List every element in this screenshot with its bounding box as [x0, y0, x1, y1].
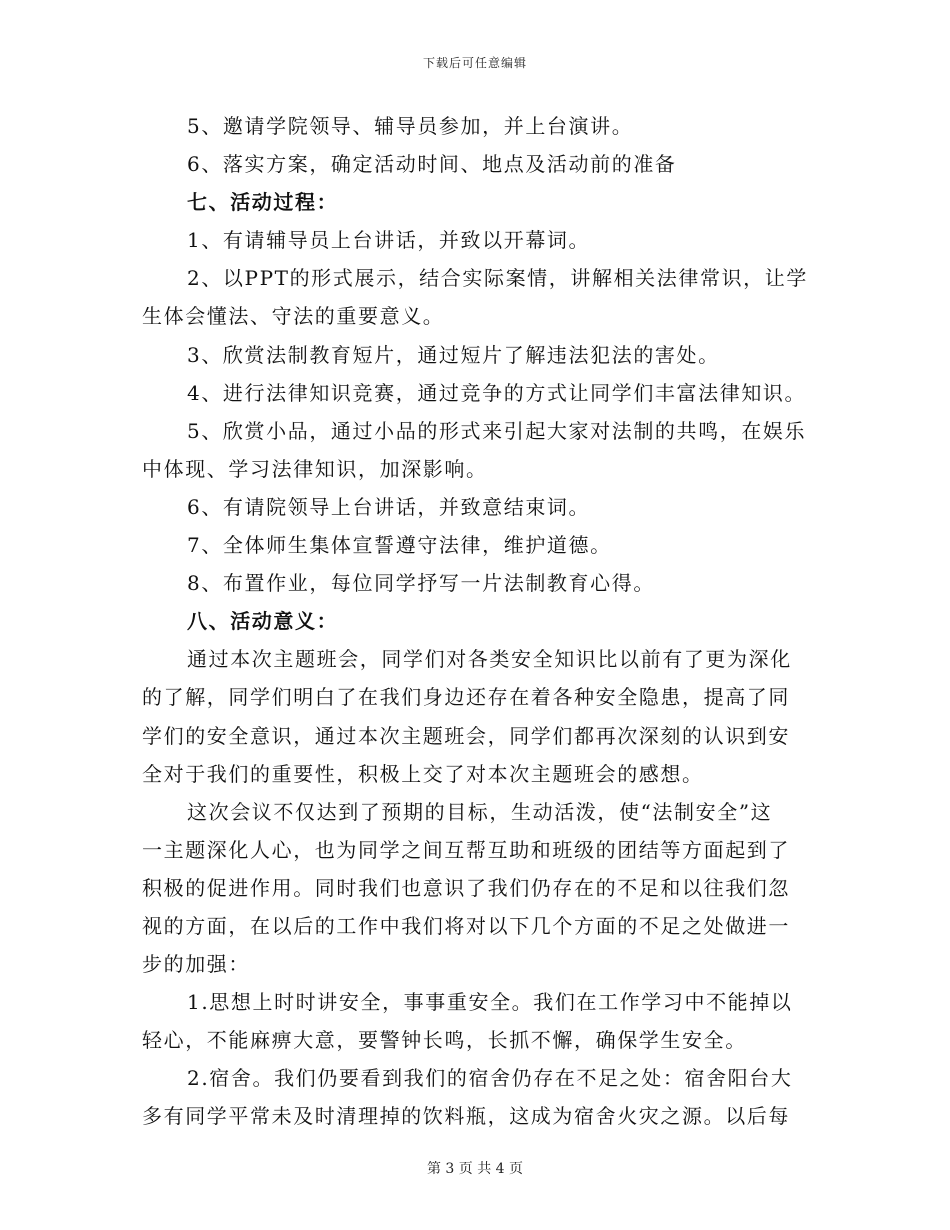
text-line: 6、有请院领导上台讲话，并致意结束词。 — [187, 494, 591, 519]
text-line: 视的方面，在以后的工作中我们将对以下几个方面的不足之处做进一 — [142, 913, 790, 938]
text-line: 这次会议不仅达到了预期的目标，生动活泼，使“法制安全”这 — [187, 799, 773, 824]
text-line: 学们的安全意识，通过本次主题班会，同学们都再次深刻的认识到安 — [142, 723, 790, 748]
text-line: 2.宿舍。我们仍要看到我们的宿舍仍存在不足之处：宿舍阳台大 — [187, 1066, 793, 1091]
text-line: 4、进行法律知识竞赛，通过竞争的方式让同学们丰富法律知识。 — [187, 380, 807, 405]
text-line: 1.思想上时时讲安全，事事重安全。我们在工作学习中不能掉以 — [187, 990, 793, 1015]
text-line: 的了解，同学们明白了在我们身边还存在着各种安全隐患，提高了同 — [142, 685, 790, 710]
text-line: 5、欣赏小品，通过小品的形式来引起大家对法制的共鸣，在娱乐 — [187, 418, 807, 443]
text-line: 8、布置作业，每位同学抒写一片法制教育心得。 — [187, 571, 655, 596]
section-heading: 七、活动过程： — [187, 190, 339, 215]
text-line: 轻心，不能麻痹大意，要警钟长鸣，长抓不懈，确保学生安全。 — [142, 1028, 747, 1053]
text-line: 6、落实方案，确定活动时间、地点及活动前的准备 — [187, 152, 677, 177]
text-line: 积极的促进作用。同时我们也意识了我们仍存在的不足和以往我们忽 — [142, 875, 790, 900]
text-line: 全对于我们的重要性，积极上交了对本次主题班会的感想。 — [142, 761, 704, 786]
text-line: 2、以PPT的形式展示，结合实际案情，讲解相关法律常识，让学 — [187, 266, 808, 291]
text-line: 1、有请辅导员上台讲话，并致以开幕词。 — [187, 228, 591, 253]
text-line: 步的加强： — [142, 952, 250, 977]
text-line: 5、邀请学院领导、辅导员参加，并上台演讲。 — [187, 114, 634, 138]
document-body — [142, 107, 812, 1136]
text-line: 多有同学平常未及时清理掉的饮料瓶，这成为宿舍火灾之源。以后每 — [142, 1104, 790, 1129]
text-line: 7、全体师生集体宣誓遵守法律，维护道德。 — [187, 533, 612, 558]
text-line: 通过本次主题班会，同学们对各类安全知识比以前有了更为深化 — [187, 647, 792, 672]
page-header: 下载后可任意编辑 — [422, 56, 527, 70]
page-footer: 第 3 页 共 4 页 — [426, 1161, 524, 1177]
section-heading: 八、活动意义： — [187, 609, 339, 634]
text-line: 3、欣赏法制教育短片，通过短片了解违法犯法的害处。 — [187, 342, 720, 367]
text-line: 一主题深化人心，也为同学之间互帮互助和班级的团结等方面起到了 — [142, 837, 790, 862]
text-line: 生体会懂法、守法的重要意义。 — [142, 304, 445, 329]
text-line: 中体现、学习法律知识，加深影响。 — [142, 456, 488, 481]
